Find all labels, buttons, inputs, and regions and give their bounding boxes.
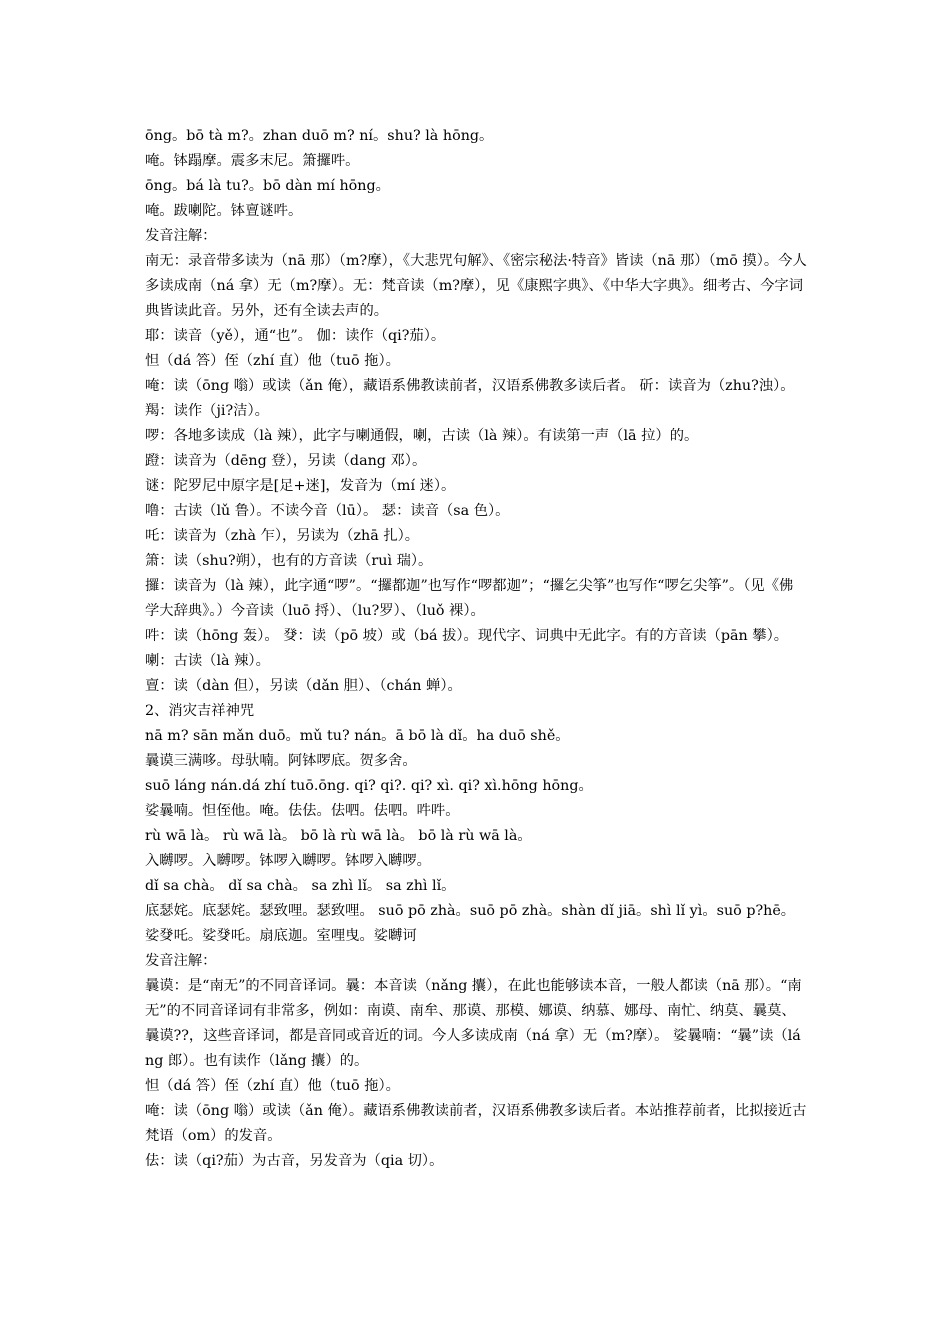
text-paragraph: 曩谟：是“南无”的不同音译词。曩：本音读（nǎng 攮），在此也能够读本音，一般人都读（nā 那）。“南无”的不同音译词有非常多，例如：南谟、南牟、那谟、那模、娜谟、纳慕、娜母、南忙、纳莫、曩莫、曩谟??，这些音译词，都是音同或音近的词。今人多读成南（ná 拿）无（m?摩）。 娑曩喃：“曩”读（láng 郎）。也有读作（lǎng 攮）的。 xyxy=(145,978,802,1069)
text-line: 曩谟三满哆。母驮喃。阿钵啰底。贺多舍。 xyxy=(145,753,417,769)
section-heading: 2、消灾吉祥神咒 xyxy=(145,703,255,719)
text-paragraph: 南无：录音带多读为（nā 那）（m?摩），《大悲咒句解》、《密宗秘法·特音》皆读（nā 那）（mō 摸）。今人多读成南（ná 拿）无（m?摩）。无：梵音读（m?摩），见《康熙字典》、《中华大字典》。细考古、今字词典皆读此音。另外，还有全读去声的。 xyxy=(145,253,807,319)
text-line: 佉：读（qi?茄）为古音，另发音为（qia 切）。 xyxy=(145,1153,444,1169)
text-line: 噜：古读（lǔ 鲁）。不读今音（lū）。 瑟：读音（sa 色）。 xyxy=(145,503,510,519)
text-line: nā m? sān mǎn duō。mǔ tu? nán。ā bō là dǐ。ha duō shě。 xyxy=(145,728,570,744)
document-body xyxy=(145,124,807,1174)
text-line: 谜：陀罗尼中原字是[足+迷]，发音为（mí 迷）。 xyxy=(145,478,456,494)
text-line: 唵。钵蹋摩。震多末尼。箫攞吽。 xyxy=(145,153,360,169)
text-line: 娑曩喃。怛侄他。唵。佉佉。佉呬。佉呬。吽吽。 xyxy=(145,803,460,819)
text-line: 怛（dá 答）侄（zhí 直）他（tuō 拖）。 xyxy=(145,1078,400,1094)
text-line: 箫：读（shu?朔），也有的方音读（ruì 瑞）。 xyxy=(145,553,433,569)
text-line: 娑癹吒。娑癹吒。扇底迦。室哩曳。娑嚩诃 xyxy=(145,928,417,944)
text-line: 吒：读音为（zhà 乍），另读为（zhā 扎）。 xyxy=(145,528,420,544)
text-line: 喇：古读（là 辣）。 xyxy=(145,653,270,669)
section-heading: 发音注解： xyxy=(145,228,217,244)
section-heading: 发音注解： xyxy=(145,953,217,969)
text-line: 唵。跋喇陀。钵亶谜吽。 xyxy=(145,203,303,219)
text-line: 怛（dá 答）侄（zhí 直）他（tuō 拖）。 xyxy=(145,353,400,369)
text-line: ōng。bá là tu?。bō dàn mí hōng。 xyxy=(145,178,390,194)
text-line: suō láng nán.dá zhí tuō.ōng. qi? qi?. qi? xì. qi? xì.hōng hōng。 xyxy=(145,778,593,794)
text-paragraph: 底瑟姹。底瑟姹。瑟致哩。瑟致哩。 suō pō zhà。suō pō zhà。shàn dǐ jiā。shì lǐ yì。suō p?hē。 xyxy=(145,903,796,919)
text-line: 蹬：读音为（dēng 登），另读（dang 邓）。 xyxy=(145,453,427,469)
text-paragraph: 吽：读（hōng 轰）。 癹：读（pō 坡）或（bá 拔）。现代字、词典中无此字。有的方音读（pān 攀）。 xyxy=(145,628,789,644)
text-line: 耶：读音（yě），通“也”。 伽：读作（qi?茄）。 xyxy=(145,328,446,344)
text-paragraph: 攞：读音为（là 辣），此字通“啰”。“攞都迦”也写作“啰都迦”；“攞乞尖筝”也写作“啰乞尖筝”。（见《佛学大辞典》。）今音读（luō 捋）、（lu?罗）、（luǒ 裸）。 xyxy=(145,578,794,619)
text-paragraph: 唵：读（ōng 嗡）或读（ǎn 俺）。藏语系佛教读前者，汉语系佛教多读后者。本站推荐前者，比拟接近古梵语（om）的发音。 xyxy=(145,1103,807,1144)
text-paragraph: 唵：读（ōng 嗡）或读（ǎn 俺），藏语系佛教读前者，汉语系佛教多读后者。 斫：读音为（zhu?浊）。 羯：读作（ji?洁）。 xyxy=(145,378,795,419)
text-line: rù wā là。 rù wā là。 bō là rù wā là。 bō là rù wā là。 xyxy=(145,828,532,844)
text-paragraph: 啰：各地多读成（là 辣），此字与喇通假，喇，古读（là 辣）。有读第一声（lā 拉）的。 xyxy=(145,428,699,444)
text-line: 入嚩啰。入嚩啰。钵啰入嚩啰。钵啰入嚩啰。 xyxy=(145,853,431,869)
text-line: 亶：读（dàn 但），另读（dǎn 胆）、（chán 蝉）。 xyxy=(145,678,462,694)
text-line: ōng。bō tà m?。zhan duō m? ní。shu? là hōng。 xyxy=(145,128,494,144)
text-line: dǐ sa chà。 dǐ sa chà。 sa zhì lǐ。 sa zhì lǐ。 xyxy=(145,878,456,894)
